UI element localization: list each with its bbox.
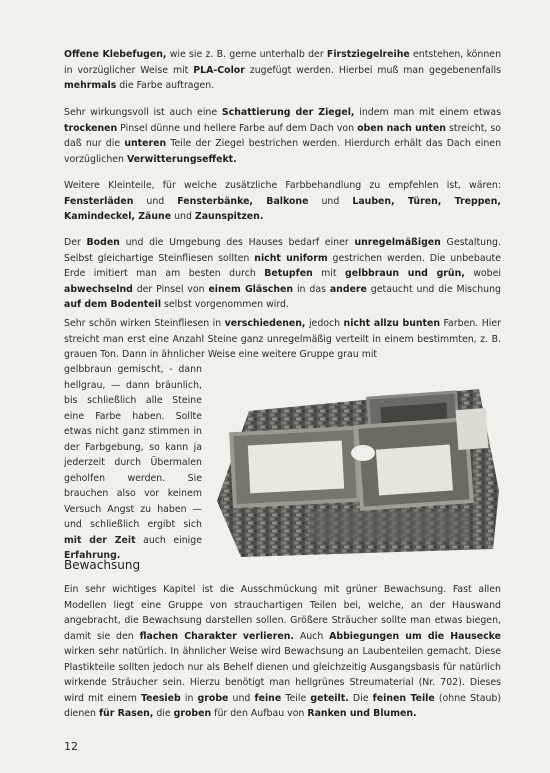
bold-text: Firstziegelreihe	[326, 49, 410, 60]
bold-text: Fensterbänke, Balkone	[177, 195, 309, 207]
paragraph-klebefugen	[64, 47, 501, 94]
text-run: getaucht und die Mischung	[366, 283, 501, 295]
section-heading: Bewachsung	[64, 558, 141, 572]
paragraph-steinfliesen	[64, 316, 501, 363]
bold-text: flachen Charakter verlieren.	[139, 630, 294, 642]
text-run: in	[180, 692, 198, 704]
bold-text: mit der Zeit	[64, 534, 136, 546]
text-run: indem man mit einem etwas	[354, 107, 501, 118]
text-run: Gestaltung. Selbst gleichartige Steinfliesen sollten	[64, 237, 501, 264]
bold-text: Fensterläden	[64, 195, 134, 207]
bold-text: Boden	[86, 237, 120, 248]
text-run: die	[153, 708, 174, 719]
text-run: in das	[293, 283, 330, 295]
paragraph-kleinteile	[64, 178, 501, 225]
text-run: und	[308, 195, 353, 207]
text-run: und	[133, 195, 178, 207]
text-run: für den Aufbau von	[211, 708, 308, 719]
bold-text: Schattierung der Ziegel,	[221, 107, 355, 118]
text-run: Sehr wirkungsvoll ist auch eine	[64, 107, 222, 118]
text-run: die Farbe auftragen.	[116, 80, 215, 91]
paragraph-schattierung	[64, 105, 501, 167]
bold-text: Zaunspitzen.	[194, 211, 264, 222]
bold-text: auf dem Bodenteil	[64, 299, 162, 310]
bold-text: Verwitterungseffekt.	[126, 153, 237, 165]
text-run: Die	[348, 692, 373, 704]
text-run: der Pinsel von	[132, 283, 209, 295]
bold-text: andere	[329, 283, 367, 295]
text-run: Sehr schön wirken Steinfliesen in	[64, 318, 225, 329]
bold-text: grobe	[197, 692, 229, 704]
text-run: selbst vorgenommen wird.	[161, 299, 289, 310]
bold-text: unregelmäßigen	[354, 237, 441, 248]
text-run: zugefügt werden. Hierbei muß man gegebenenfalls	[244, 64, 501, 76]
text-run: Teile der Ziegel bestrichen werden. Hierdurch erhält das Dach einen vorzüglichen	[64, 138, 502, 165]
bold-text: nicht allzu bunten	[343, 318, 441, 329]
paragraph-steinfliesen-continued	[64, 362, 202, 564]
text-run: streicht, so daß nur die	[64, 122, 501, 149]
text-run: auch einige	[135, 534, 202, 546]
text-run: Ein sehr wichtiges Kapitel ist die Ausschmückung mit grüner Bewachsung. Fast allen Modellen liegt eine Gruppe von strauchartigen Teilen bei, welche, an der Hauswand angebracht, die Bewachsung darstellen sollen. Größere Sträucher sollte man etwas biegen, damit sie den	[64, 584, 501, 642]
bold-text: einem Gläschen	[208, 283, 294, 295]
text-run: Weitere Kleinteile, für welche zusätzliche Farbbehandlung zu empfehlen ist, wären:	[64, 180, 501, 191]
text-run: Pinsel dünne und hellere Farbe auf dem Dach von	[117, 122, 358, 134]
bold-text: Erfahrung.	[64, 550, 121, 561]
text-run: (ohne Staub) dienen	[64, 692, 502, 719]
text-run: jedoch	[305, 318, 344, 329]
text-run: Teile	[281, 692, 311, 704]
bold-text: mehrmals	[64, 80, 117, 91]
bold-text: für Rasen,	[98, 708, 154, 719]
bold-text: nicht uniform	[254, 252, 328, 264]
text-run: Auch	[293, 630, 330, 642]
bold-text: Betupfen	[264, 268, 313, 279]
bold-text: geteilt.	[310, 692, 349, 704]
bold-text: unteren	[124, 138, 167, 149]
text-run: wirken sehr natürlich. In ähnlicher Weise wird Bewachsung an Laubenteilen gemacht. Diese Plastikteile sollten jedoch nur als Behelf dienen und gleichzeitig Ausgangsbasis für natürlich wirkende Sträucher sein. Hierzu benötigt man hellgrünes Streumaterial (Nr. 702). Dieses wird mit einem	[64, 646, 501, 704]
text-run: Der	[64, 237, 87, 248]
text-run: entstehen, können in vorzüglicher Weise mit	[64, 49, 502, 76]
bold-text: feinen Teile	[372, 692, 435, 704]
bold-text: verschiedenen,	[224, 318, 306, 329]
bold-text: Offene Klebefugen,	[64, 49, 167, 60]
bold-text: Lauben, Türen, Treppen, Kamindeckel, Zäune	[64, 195, 501, 222]
text-run: wie sie z. B. gerne unterhalb der	[166, 49, 327, 60]
bold-text: trockenen	[64, 122, 118, 134]
bold-text: gelbbraun und grün,	[345, 268, 465, 279]
text-run: und	[228, 692, 255, 704]
page-number: 12	[64, 740, 78, 753]
bold-text: PLA-Color	[193, 64, 245, 76]
text-run: und	[171, 211, 195, 222]
paragraph-bewachsung	[64, 582, 501, 722]
bold-text: Ranken und Blumen.	[307, 708, 417, 719]
paragraph-boden	[64, 235, 501, 313]
bold-text: oben nach unten	[357, 122, 446, 134]
text-run: gelbbraun gemischt, - dann hellgrau, — dann bräunlich, bis schließlich alle Steine eine Farbe haben. Sollte etwas nicht ganz stimmen in der Farbgebung, so kann ja jederzeit durch Übermalen geholfen werden. Sie brauchen also vor keinem Versuch Angst zu haben — und schließlich ergibt sich	[64, 364, 202, 530]
bold-text: groben	[173, 708, 212, 719]
text-run: und die Umgebung des Hauses bedarf einer	[119, 237, 355, 248]
model-ground-photo	[209, 381, 504, 561]
text-run: wobei	[464, 268, 501, 279]
bold-text: abwechselnd	[64, 283, 133, 295]
bold-text: feine	[254, 692, 282, 704]
bold-text: Teesieb	[140, 692, 181, 704]
text-run: Farben. Hier streicht man erst eine Anzahl Steine ganz unregelmäßig verteilt in einem bestimmten, z. B. grauen Ton. Dann in ähnlicher Weise eine weitere Gruppe grau mit	[64, 318, 501, 360]
text-run: gestrichen werden. Die unbebaute Erde imitiert man am besten durch	[64, 252, 501, 279]
text-run: mit	[312, 268, 346, 279]
bold-text: Abbiegungen um die Hausecke	[329, 630, 501, 642]
